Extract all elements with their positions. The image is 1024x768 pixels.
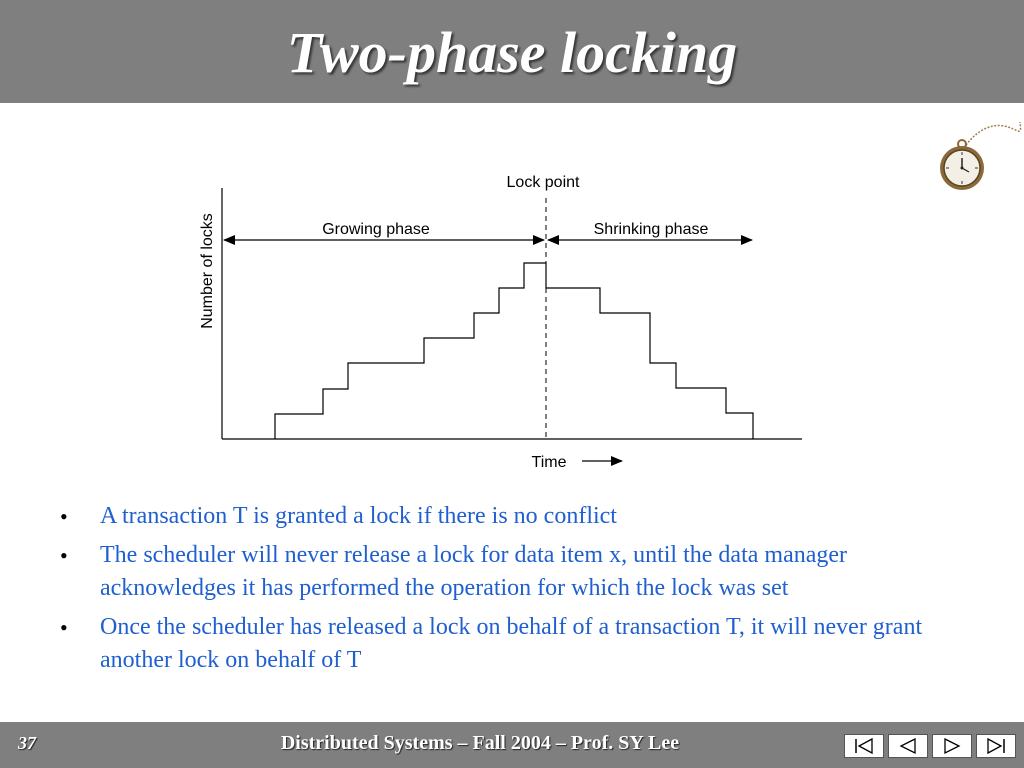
slide-navigation: [844, 734, 1016, 760]
bullet-item: [60, 539, 980, 605]
bullet-text: The scheduler will never release a lock for data item x, until the data manager acknowledges it has performed the operation for which the lock was set: [100, 542, 848, 601]
first-slide-button[interactable]: [844, 734, 884, 758]
footer-bar: [0, 722, 1024, 768]
bullet-item: [60, 500, 980, 533]
bullet-text: Once the scheduler has released a lock on behalf of a transaction T, it will never grant another lock on behalf of T: [100, 614, 923, 673]
page-number: 37: [18, 733, 36, 753]
previous-slide-button[interactable]: [888, 734, 928, 758]
bullet-list: [60, 500, 980, 683]
title-bar: [0, 0, 1024, 103]
next-slide-icon: [938, 737, 966, 755]
two-phase-locking-diagram: [190, 165, 810, 475]
bullet-item: [60, 611, 980, 677]
shrinking-phase-label: Shrinking phase: [593, 221, 709, 238]
footer-text: Distributed Systems – Fall 2004 – Prof. SY Lee: [280, 732, 680, 754]
bullet-text: A transaction T is granted a lock if there is no conflict: [100, 503, 617, 529]
x-axis-label: Time: [531, 454, 567, 471]
lock-point-label: Lock point: [506, 174, 580, 191]
first-slide-icon: [850, 737, 878, 755]
next-slide-button[interactable]: [932, 734, 972, 758]
last-slide-icon: [982, 737, 1010, 755]
lock-count-step-curve: [275, 263, 753, 439]
last-slide-button[interactable]: [976, 734, 1016, 758]
previous-slide-icon: [894, 737, 922, 755]
y-axis-label: Number of locks: [199, 213, 216, 329]
bullet-dot: •: [60, 543, 68, 568]
growing-phase-label: Growing phase: [322, 221, 430, 238]
pocket-watch-icon: [934, 118, 1024, 198]
bullet-dot: •: [60, 615, 68, 640]
slide-title: Two-phase locking: [286, 20, 738, 85]
bullet-dot: •: [60, 504, 68, 529]
